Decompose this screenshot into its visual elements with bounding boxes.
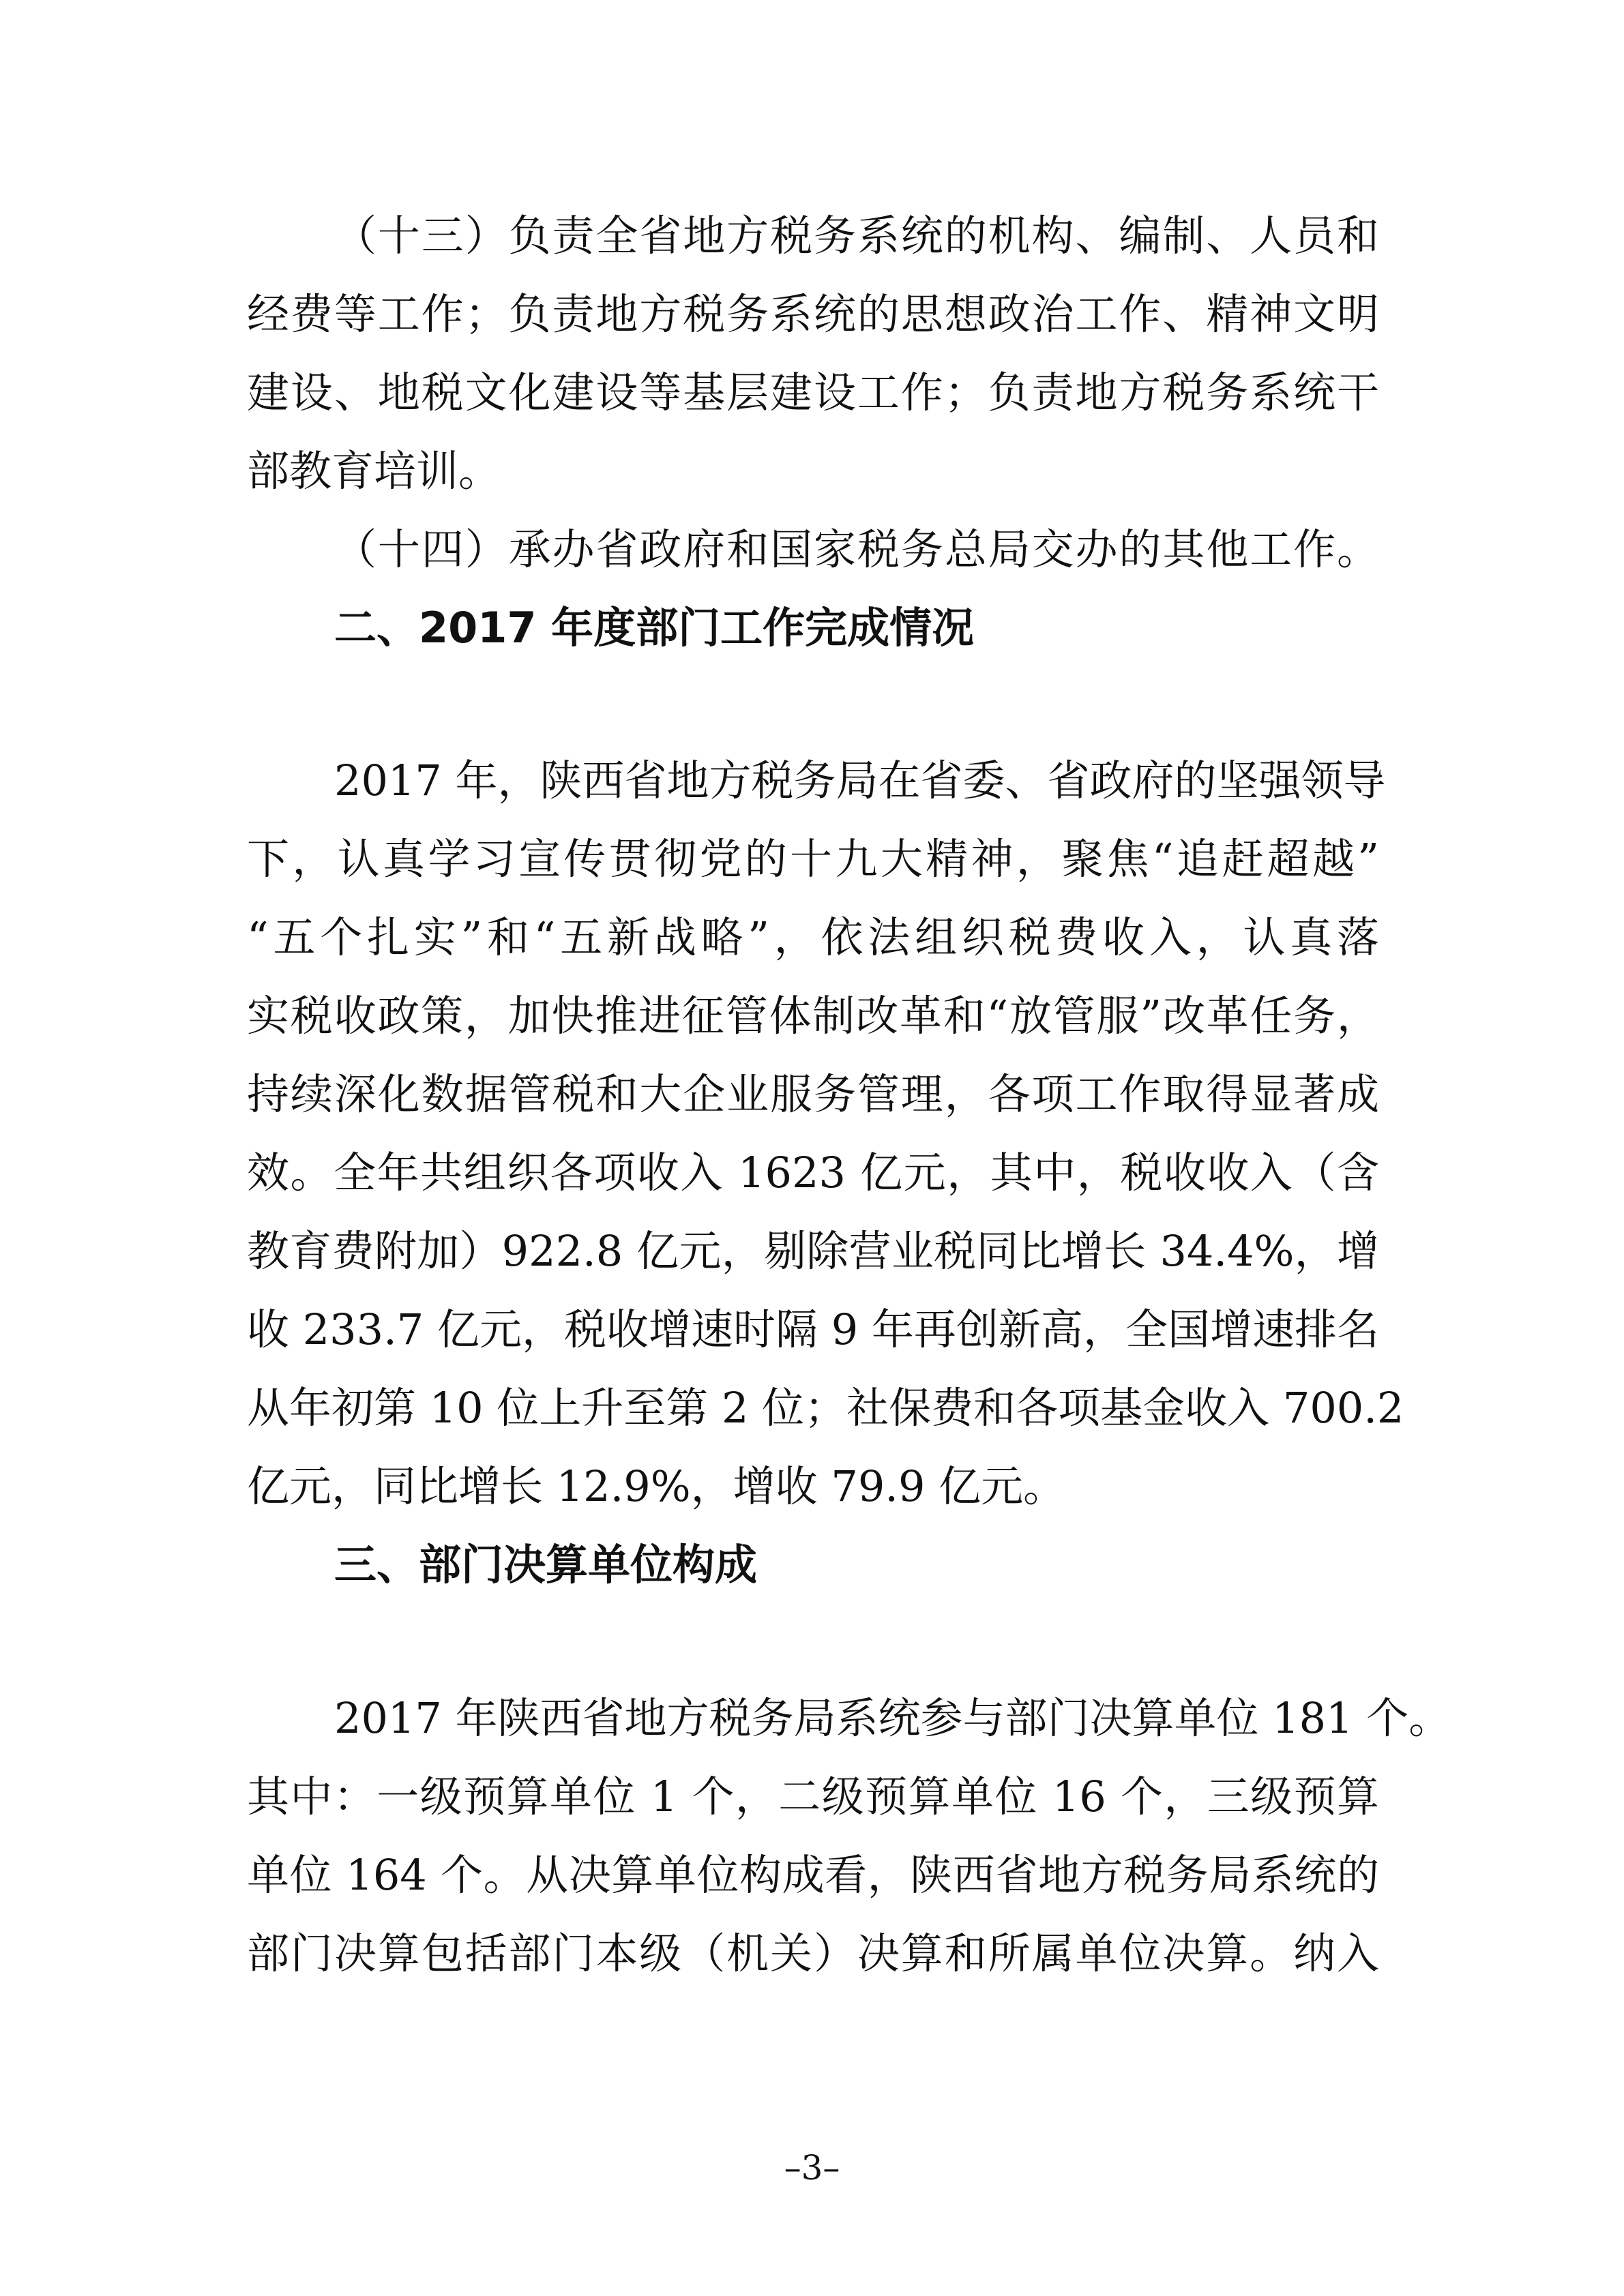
section-3-line-1: 2017 年陕西省地方税务局系统参与部门决算单位 181 个。 (334, 1693, 1451, 1743)
item-14-line: （十四）承办省政府和国家税务总局交办的其他工作。 (334, 524, 1379, 574)
section-2-heading: 二、2017 年度部门工作完成情况 (334, 603, 975, 653)
section-2-line-9: 从年初第 10 位上升至第 2 位；社保费和各项基金收入 700.2 (247, 1383, 1404, 1433)
item-13-line-3: 建设、地税文化建设等基层建设工作；负责地方税务系统干 (247, 368, 1379, 417)
page-number: –3– (784, 2148, 840, 2188)
section-3-line-3: 单位 164 个。从决算单位构成看，陕西省地方税务局系统的 (247, 1850, 1379, 1900)
section-2-line-1: 2017 年，陕西省地方税务局在省委、省政府的坚强领导 (334, 756, 1386, 805)
section-3-line-2: 其中：一级预算单位 1 个，二级预算单位 16 个，三级预算 (247, 1772, 1379, 1821)
section-2-line-5: 持续深化数据管税和大企业服务管理，各项工作取得显著成 (247, 1069, 1379, 1119)
section-3-heading: 三、部门决算单位构成 (334, 1540, 758, 1590)
section-2-line-2: 下，认真学习宣传贯彻党的十九大精神，聚焦“追赶超越” (247, 834, 1379, 884)
item-13-line-2: 经费等工作；负责地方税务系统的思想政治工作、精神文明 (247, 289, 1379, 339)
section-2-line-3: “五个扎实”和“五新战略”，依法组织税费收入，认真落 (247, 912, 1379, 962)
section-2-line-8: 收 233.7 亿元，税收增速时隔 9 年再创新高，全国增速排名 (247, 1304, 1379, 1354)
item-13-line-4: 部教育培训。 (247, 446, 501, 496)
section-2-line-4: 实税收政策，加快推进征管体制改革和“放管服”改革任务， (247, 991, 1379, 1041)
item-13-line-1: （十三）负责全省地方税务系统的机构、编制、人员和 (334, 211, 1379, 260)
section-2-line-6: 效。全年共组织各项收入 1623 亿元，其中，税收收入（含 (247, 1148, 1379, 1197)
section-3-line-4: 部门决算包括部门本级（机关）决算和所属单位决算。纳入 (247, 1928, 1379, 1978)
section-2-line-7: 教育费附加）922.8 亿元，剔除营业税同比增长 34.4%，增 (247, 1226, 1379, 1276)
section-2-line-10: 亿元，同比增长 12.9%，增收 79.9 亿元。 (247, 1461, 1066, 1511)
